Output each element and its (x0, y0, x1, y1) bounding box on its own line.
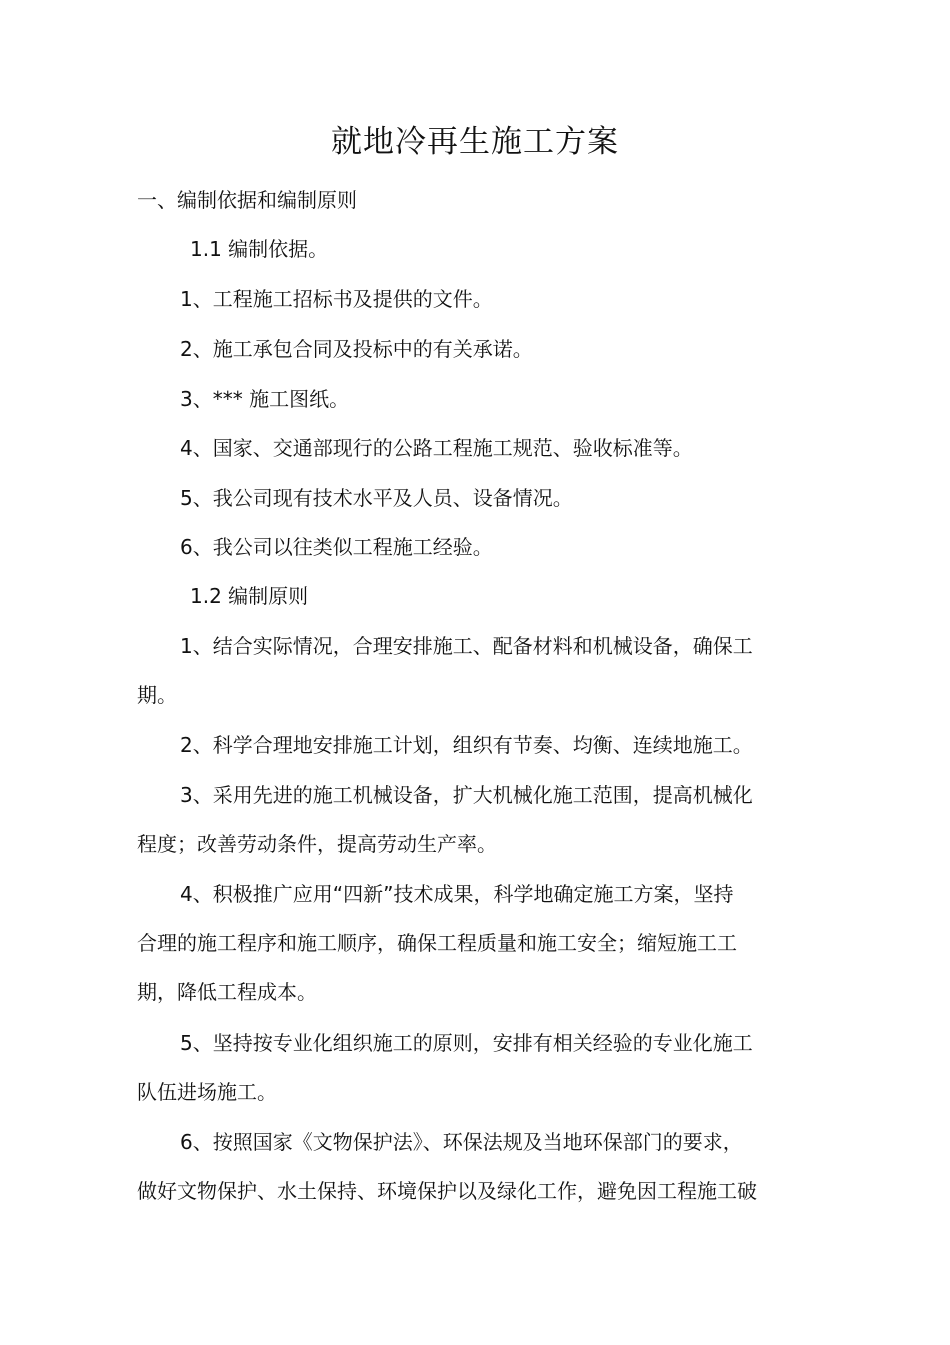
principle-heading (137, 572, 787, 621)
basis-item-text: 4、国家、交通部现行的公路工程施工规范、验收标准等。 (180, 436, 693, 460)
basis-item-5 (137, 474, 787, 523)
principle-line: 5、坚持按专业化组织施工的原则，安排有相关经验的专业化施工 (180, 1031, 753, 1055)
principle-line: 3、采用先进的施工机械设备，扩大机械化施工范围，提高机械化 (180, 783, 753, 807)
basis-item-text: 5、我公司现有技术水平及人员、设备情况。 (180, 486, 573, 510)
principle-item-6 (137, 1118, 787, 1216)
principle-line: 1、结合实际情况，合理安排施工、配备材料和机械设备，确保工 (180, 634, 753, 658)
principle-line: 期，降低工程成本。 (137, 980, 317, 1004)
principle-line: 合理的施工程序和施工顺序，确保工程质量和施工安全；缩短施工工 (137, 931, 737, 955)
principle-line: 做好文物保护、水土保持、环境保护以及绿化工作，避免因工程施工破 (137, 1179, 757, 1203)
principle-item-5 (137, 1019, 787, 1117)
basis-item-4 (137, 424, 787, 473)
basis-item-2 (137, 325, 787, 374)
principle-line: 程度；改善劳动条件，提高劳动生产率。 (137, 832, 497, 856)
basis-item-text: 2、施工承包合同及投标中的有关承诺。 (180, 337, 533, 361)
principle-item-1 (137, 622, 787, 720)
basis-item-1 (137, 275, 787, 324)
basis-heading-text: 1.1 编制依据。 (190, 237, 329, 261)
basis-item-3 (137, 375, 787, 424)
basis-heading (137, 225, 787, 274)
basis-item-text: 3、*** 施工图纸。 (180, 387, 350, 411)
basis-item-text: 6、我公司以往类似工程施工经验。 (180, 535, 493, 559)
principle-line: 期。 (137, 683, 177, 707)
principle-line: 4、积极推广应用“四新”技术成果，科学地确定施工方案，坚持 (180, 882, 734, 906)
principle-line: 6、按照国家《文物保护法》、环保法规及当地环保部门的要求， (180, 1130, 743, 1154)
principle-line: 2、科学合理地安排施工计划，组织有节奏、均衡、连续地施工。 (180, 733, 753, 757)
principle-heading-text: 1.2 编制原则 (190, 584, 309, 608)
principle-line: 队伍进场施工。 (137, 1080, 277, 1104)
section-heading: 一、编制依据和编制原则 (137, 188, 357, 212)
principle-item-2 (137, 721, 787, 770)
basis-item-6 (137, 523, 787, 572)
principle-item-4 (137, 870, 787, 1017)
principle-item-3 (137, 771, 787, 869)
basis-item-text: 1、工程施工招标书及提供的文件。 (180, 287, 493, 311)
document-title: 就地冷再生施工方案 (331, 124, 619, 160)
